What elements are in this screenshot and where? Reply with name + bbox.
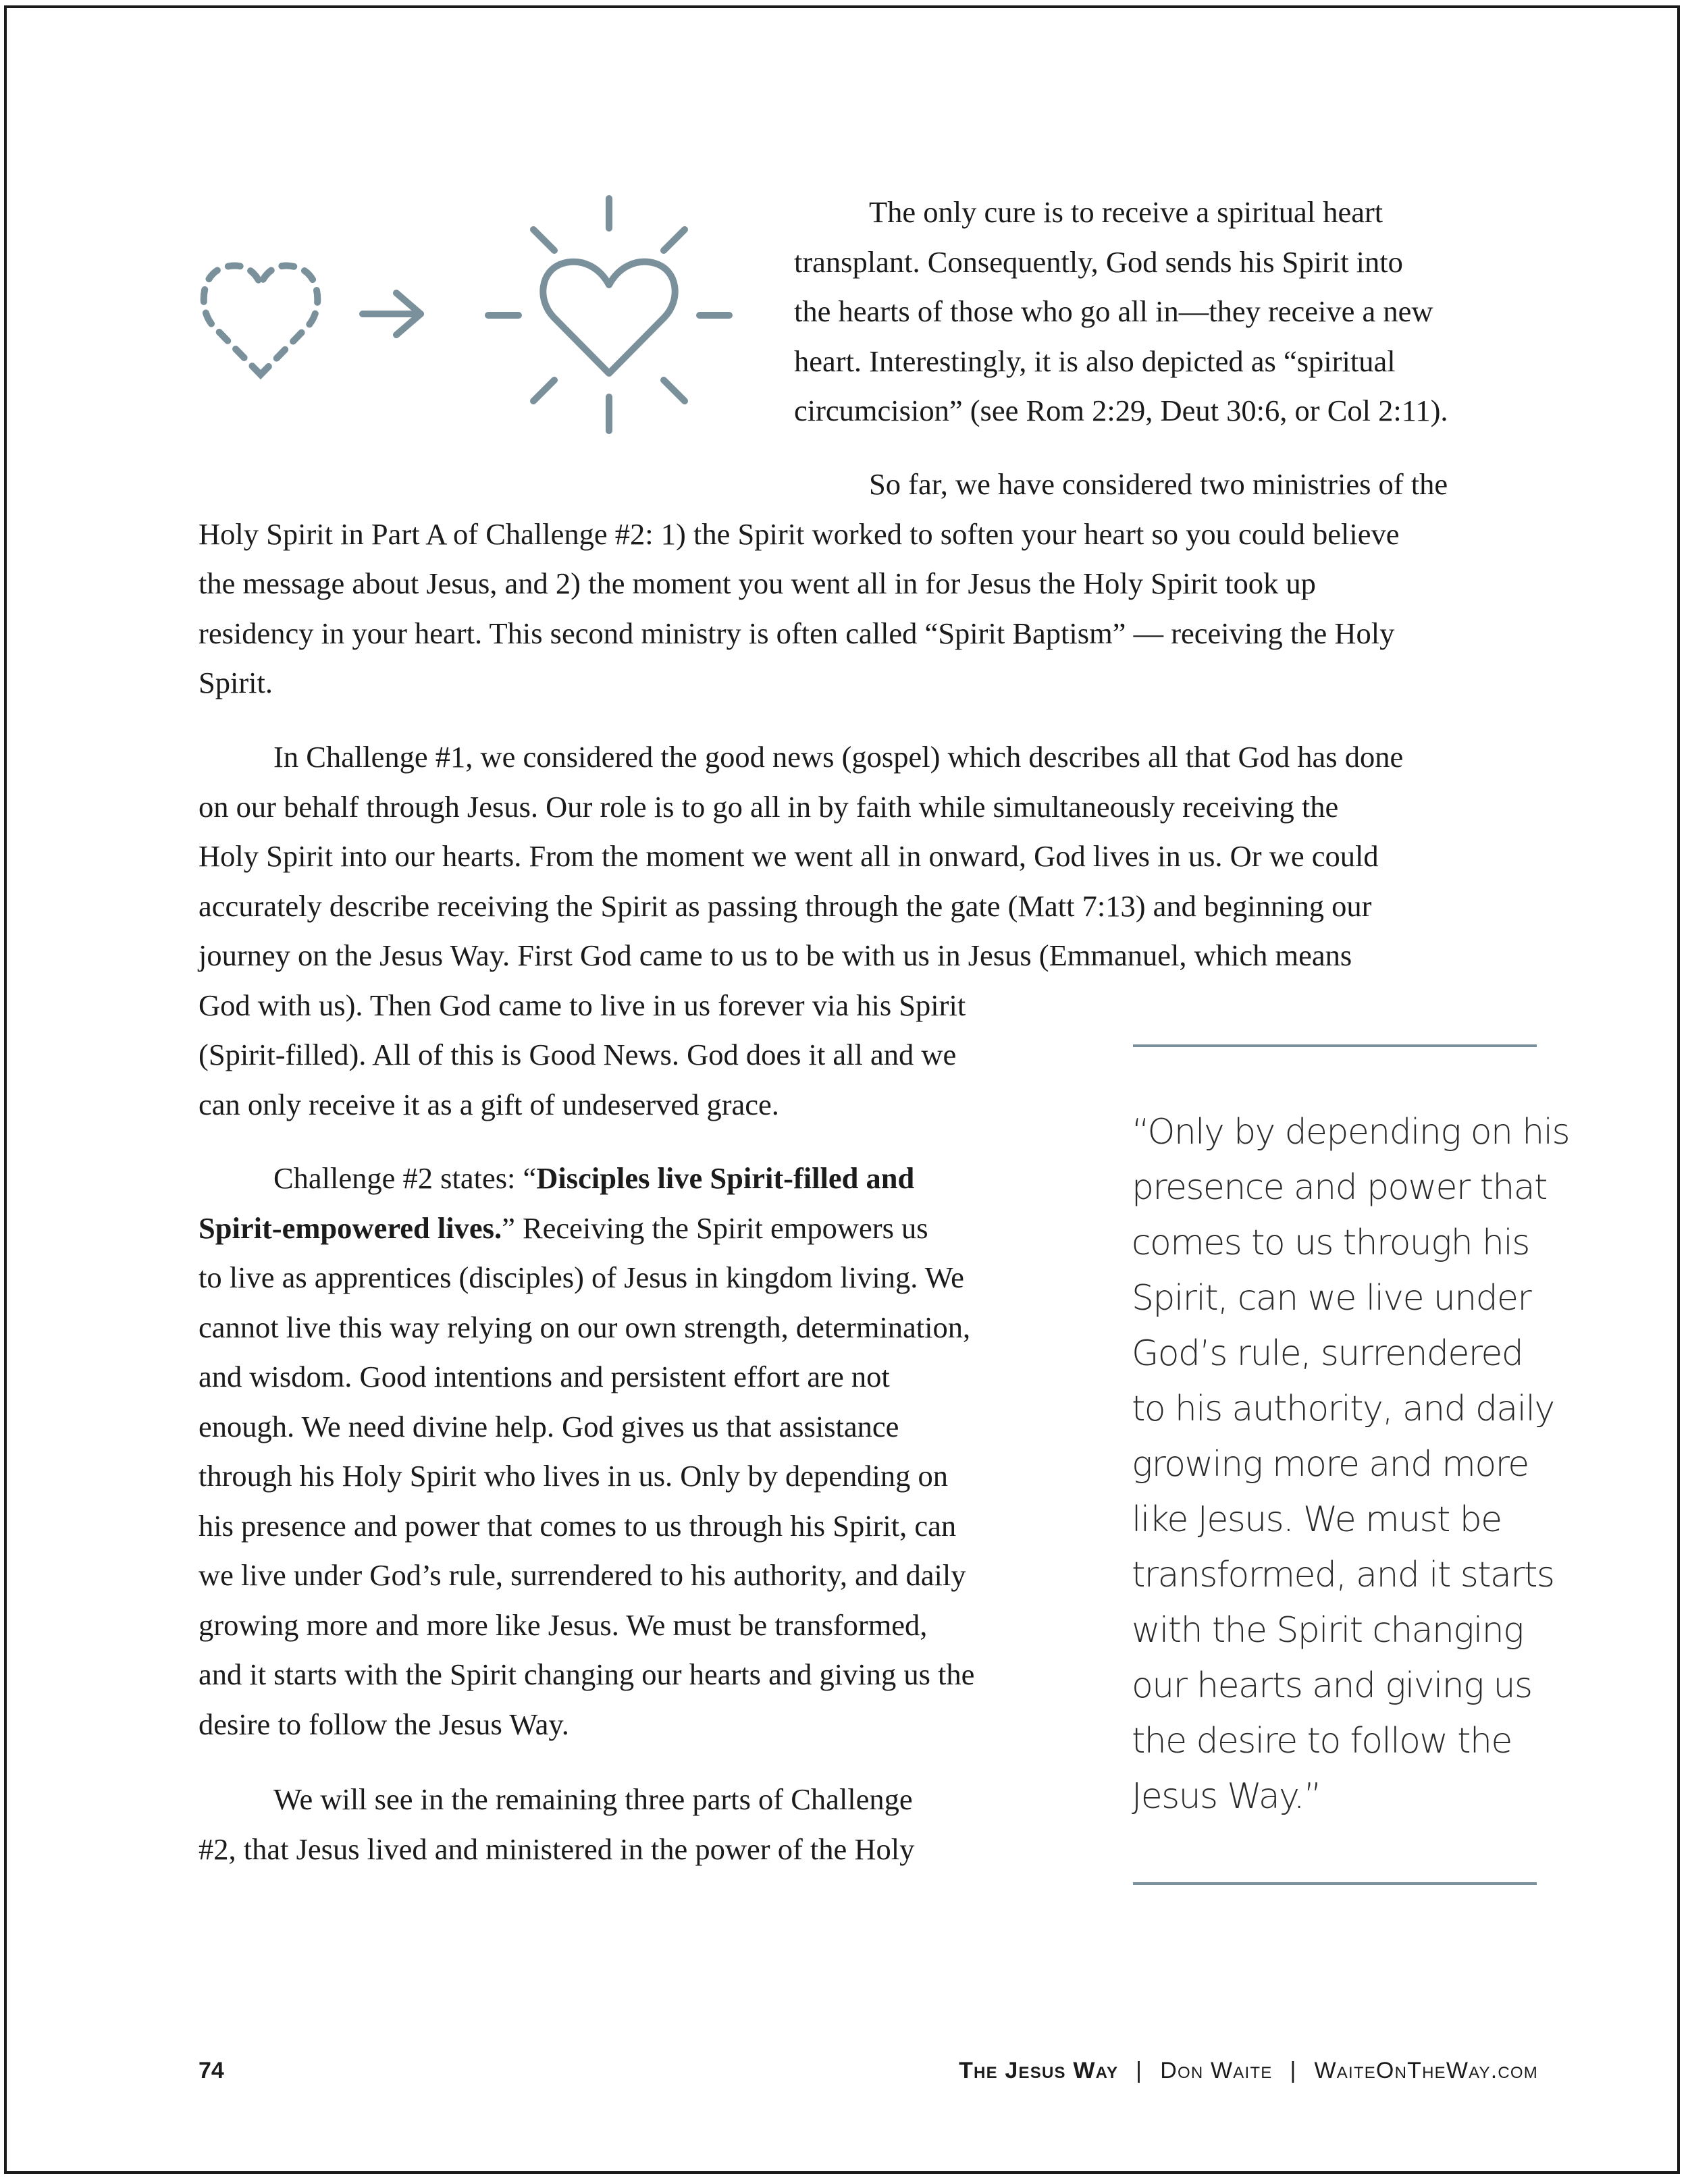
text-line: Spirit. (199, 666, 273, 699)
website-link[interactable]: WaiteOnTheWay.com (1314, 2058, 1538, 2083)
text-line: enough. We need divine help. God gives us that assistance (199, 1409, 899, 1443)
text-line: his presence and power that comes to us through his Spirit, can (199, 1508, 957, 1543)
text-line: desire to follow the Jesus Way. (199, 1707, 569, 1741)
arrow-right-icon (363, 293, 421, 335)
pullquote-line: our hearts and giving us (1132, 1666, 1532, 1706)
text-line: We will see in the remaining three parts of Challenge (273, 1782, 913, 1816)
book-title: The Jesus Way (959, 2058, 1119, 2083)
paragraph-challenge-one (199, 733, 1542, 1129)
text-line: cannot live this way relying on our own strength, determination, (199, 1310, 971, 1344)
paragraph-challenge-two (199, 1154, 1090, 1749)
text-line: So far, we have considered two ministries of the (869, 467, 1448, 501)
pullquote-line: God’s rule, surrendered (1132, 1333, 1523, 1374)
pullquote-line: “Only by depending on his (1132, 1112, 1569, 1152)
footer-separator: | (1136, 2058, 1143, 2083)
text-line: residency in your heart. This second ministry is often called “Spirit Baptism” — receiving the Holy (199, 616, 1395, 650)
text-line: can only receive it as a gift of undeserved grace. (199, 1087, 779, 1121)
pullquote-top-rule (1133, 1044, 1537, 1047)
pullquote-bottom-rule (1133, 1882, 1537, 1885)
pullquote-line: Jesus Way.” (1132, 1776, 1321, 1817)
text-line: Holy Spirit in Part A of Challenge #2: 1) the Spirit worked to soften your heart so you could believe (199, 516, 1400, 551)
text-line: The only cure is to receive a spiritual heart (869, 195, 1383, 229)
text-line: transplant. Consequently, God sends his Spirit into (794, 244, 1403, 279)
text-line: heart. Interestingly, it is also depicted as “spiritual (794, 344, 1396, 378)
text-line: (Spirit-filled). All of this is Good News. God does it all and we (199, 1038, 957, 1071)
text-line: Holy Spirit into our hearts. From the moment we went all in onward, God lives in us. Or we could (199, 839, 1379, 873)
text-line: the hearts of those who go all in—they receive a new (794, 294, 1433, 328)
pullquote-line: comes to us through his (1132, 1223, 1529, 1263)
pullquote-line: growing more and more (1132, 1444, 1529, 1485)
text-line: to live as apprentices (disciples) of Jesus in kingdom living. We (199, 1260, 964, 1294)
challenge-statement: Spirit-empowered lives. (199, 1210, 502, 1245)
dashed-heart-icon (204, 266, 318, 375)
text-line: through his Holy Spirit who lives in us. Only by depending on (199, 1459, 949, 1493)
text-line: accurately describe receiving the Spirit as passing through the gate (Matt 7:13) and beginning our (199, 888, 1372, 923)
footer-separator: | (1290, 2058, 1297, 2083)
text-line: the message about Jesus, and 2) the moment you went all in for Jesus the Holy Spirit took up (199, 566, 1316, 600)
paragraph-two-ministries (199, 460, 1542, 708)
text-line: growing more and more like Jesus. We must be transformed, (199, 1607, 928, 1642)
pullquote (1132, 1104, 1569, 1824)
radiant-heart-icon (488, 198, 729, 431)
pullquote-line: with the Spirit changing (1132, 1610, 1523, 1651)
text-line: and wisdom. Good intentions and persistent effort are not (199, 1360, 890, 1393)
page-number: 74 (199, 2058, 224, 2083)
paragraph-heart-transplant (794, 188, 1510, 436)
text-line: Spirit-empowered lives.” Receiving the Spirit empowers us (199, 1210, 928, 1245)
pullquote-line: to his authority, and daily (1132, 1389, 1554, 1429)
pullquote-line: like Jesus. We must be (1132, 1499, 1502, 1540)
heart-transplant-illustration (189, 189, 743, 446)
text-line: we live under God’s rule, surrendered to his authority, and daily (199, 1558, 966, 1592)
text-line: journey on the Jesus Way. First God came to us to be with us in Jesus (Emmanuel, which means (199, 938, 1352, 972)
pullquote-line: transformed, and it starts (1132, 1555, 1554, 1595)
challenge-statement: Disciples live Spirit-filled and (536, 1161, 915, 1195)
paragraph-remaining-parts (199, 1775, 1090, 1874)
text-line: Challenge #2 states: “Disciples live Spirit-filled and (273, 1161, 915, 1195)
text-line: and it starts with the Spirit changing our hearts and giving us the (199, 1657, 975, 1691)
text-line: circumcision” (see Rom 2:29, Deut 30:6, or Col 2:11). (794, 394, 1448, 427)
author-name: Don Waite (1160, 2058, 1273, 2083)
text-line: on our behalf through Jesus. Our role is to go all in by faith while simultaneously receiving the (199, 789, 1339, 824)
text-line: In Challenge #1, we considered the good news (gospel) which describes all that God has done (273, 740, 1404, 774)
text-line: #2, that Jesus lived and ministered in the power of the Holy (199, 1832, 915, 1866)
pullquote-line: Spirit, can we live under (1132, 1278, 1531, 1319)
text-line: God with us). Then God came to live in us forever via his Spirit (199, 988, 966, 1022)
pullquote-line: the desire to follow the (1132, 1721, 1512, 1761)
pullquote-line: presence and power that (1132, 1167, 1547, 1208)
running-footer (959, 2054, 1538, 2087)
